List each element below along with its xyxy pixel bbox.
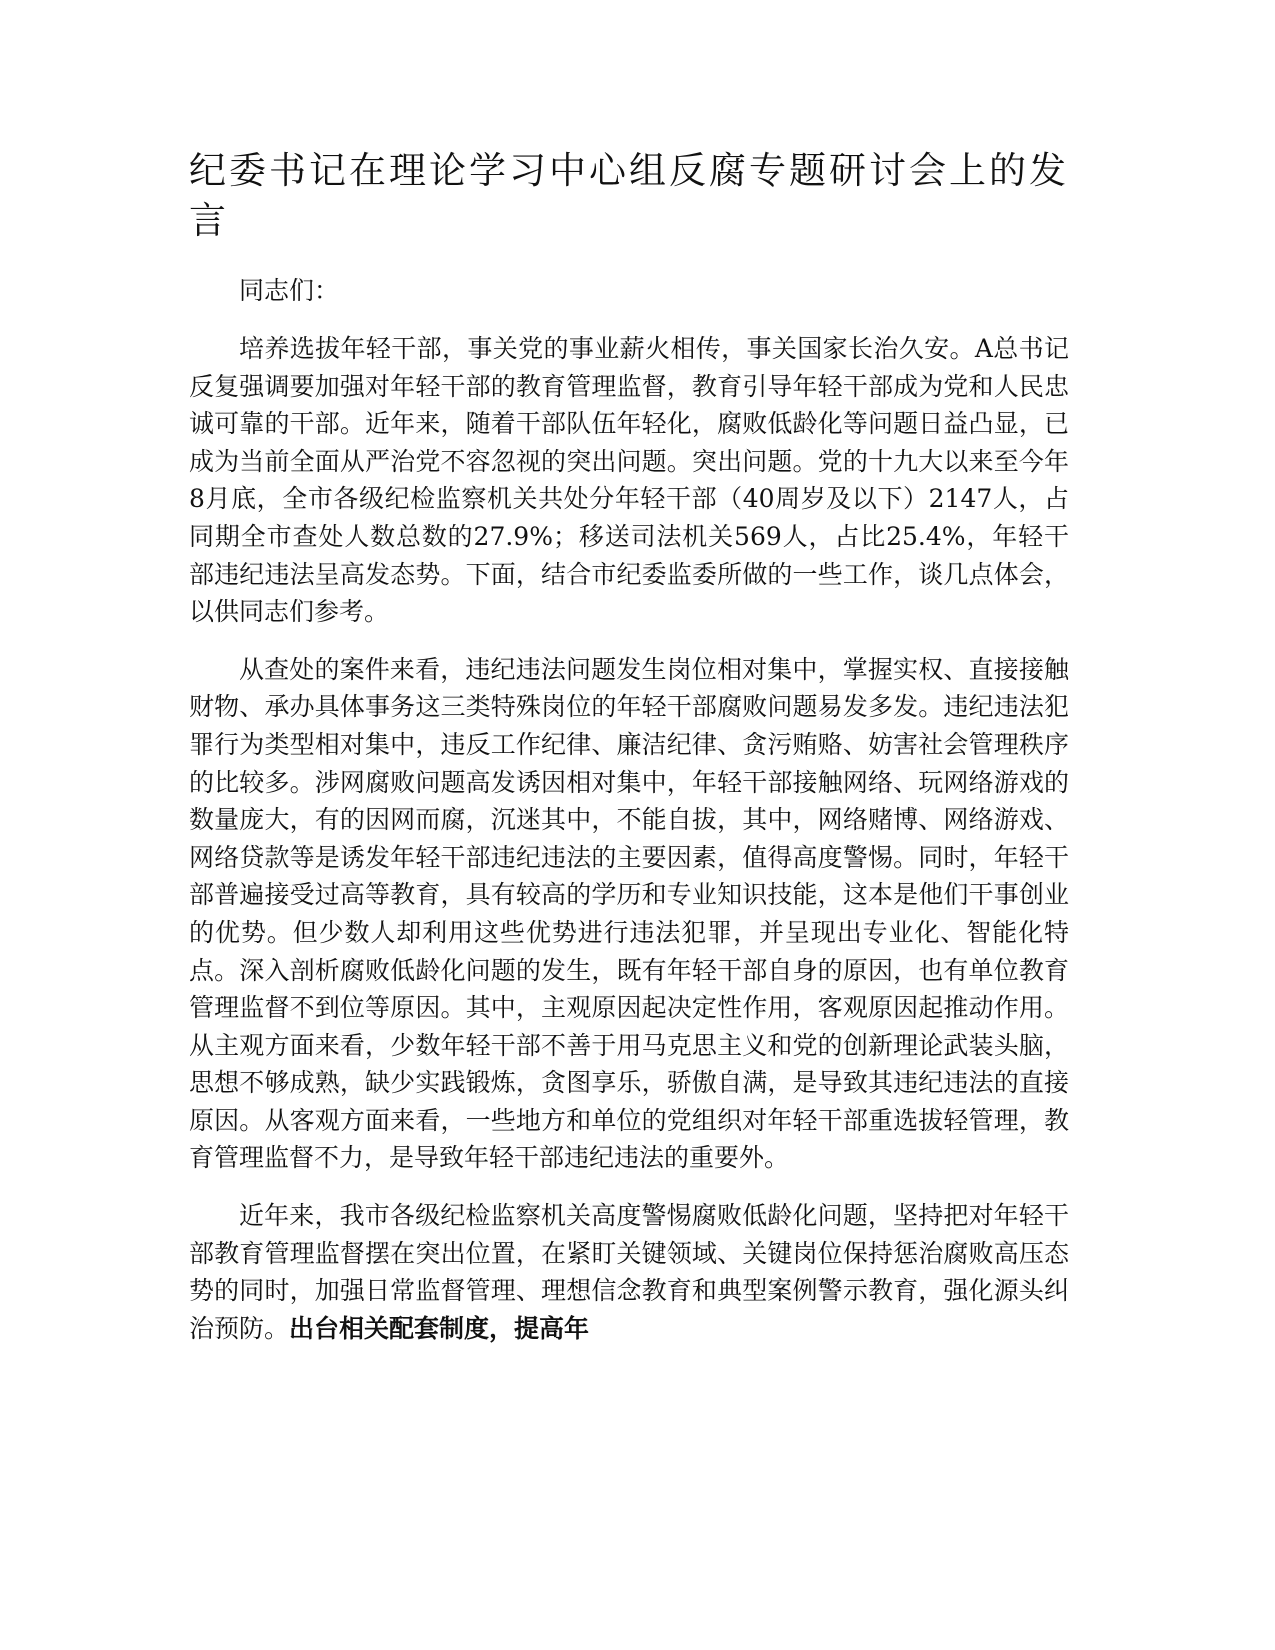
paragraph-1: 培养选拔年轻干部，事关党的事业薪火相传，事关国家长治久安。A总书记反复强调要加强对年轻干部的教育管理监督，教育引导年轻干部成为党和人民忠诚可靠的干部。近年来，随着干部队伍年轻化，腐败低龄化等问题日益凸显，已成为当前全面从严治党不容忽视的突出问题。突出问题。党的十九大以来至今年8月底，全市各级纪检监察机关共处分年轻干部（40周岁及以下）2147人，占同期全市查处人数总数的27.9%；移送司法机关569人，占比25.4%，年轻干部违纪违法呈高发态势。下面，结合市纪委监委所做的一些工作，谈几点体会，以供同志们参考。: [189, 334, 1069, 627]
document-title: 纪委书记在理论学习中心组反腐专题研讨会上的发言: [189, 149, 1069, 242]
paragraph-3-text: 近年来，我市各级纪检监察机关高度警惕腐败低龄化问题，坚持把对年轻干部教育管理监督摆在突出位置，在紧盯关键领域、关键岗位保持惩治腐败高压态势的同时，加强日常监督管理、理想信念教育和典型案例警示教育，强化源头纠治预防。: [189, 1201, 1069, 1343]
salutation: 同志们：: [239, 276, 340, 305]
paragraph-3: [189, 1197, 1069, 1347]
paragraph-3-bold-heading: 出台相关配套制度，提高年: [289, 1313, 590, 1343]
document-body: [189, 146, 1069, 1347]
paragraph-2: 从查处的案件来看，违纪违法问题发生岗位相对集中，掌握实权、直接接触财物、承办具体事务这三类特殊岗位的年轻干部腐败问题易发多发。违纪违法犯罪行为类型相对集中，违反工作纪律、廉洁纪律、贪污贿赂、妨害社会管理秩序的比较多。涉网腐败问题高发诱因相对集中，年轻干部接触网络、玩网络游戏的数量庞大，有的因网而腐，沉迷其中，不能自拔，其中，网络赌博、网络游戏、网络贷款等是诱发年轻干部违纪违法的主要因素，值得高度警惕。同时，年轻干部普遍接受过高等教育，具有较高的学历和专业知识技能，这本是他们干事创业的优势。但少数人却利用这些优势进行违法犯罪，并呈现出专业化、智能化特点。深入剖析腐败低龄化问题的发生，既有年轻干部自身的原因，也有单位教育管理监督不到位等原因。其中，主观原因起决定性作用，客观原因起推动作用。从主观方面来看，少数年轻干部不善于用马克思主义和党的创新理论武装头脑，思想不够成熟，缺少实践锻炼，贪图享乐，骄傲自满，是导致其违纪违法的直接原因。从客观方面来看，一些地方和单位的党组织对年轻干部重选拔轻管理，教育管理监督不力，是导致年轻干部违纪违法的重要外。: [189, 654, 1069, 1173]
